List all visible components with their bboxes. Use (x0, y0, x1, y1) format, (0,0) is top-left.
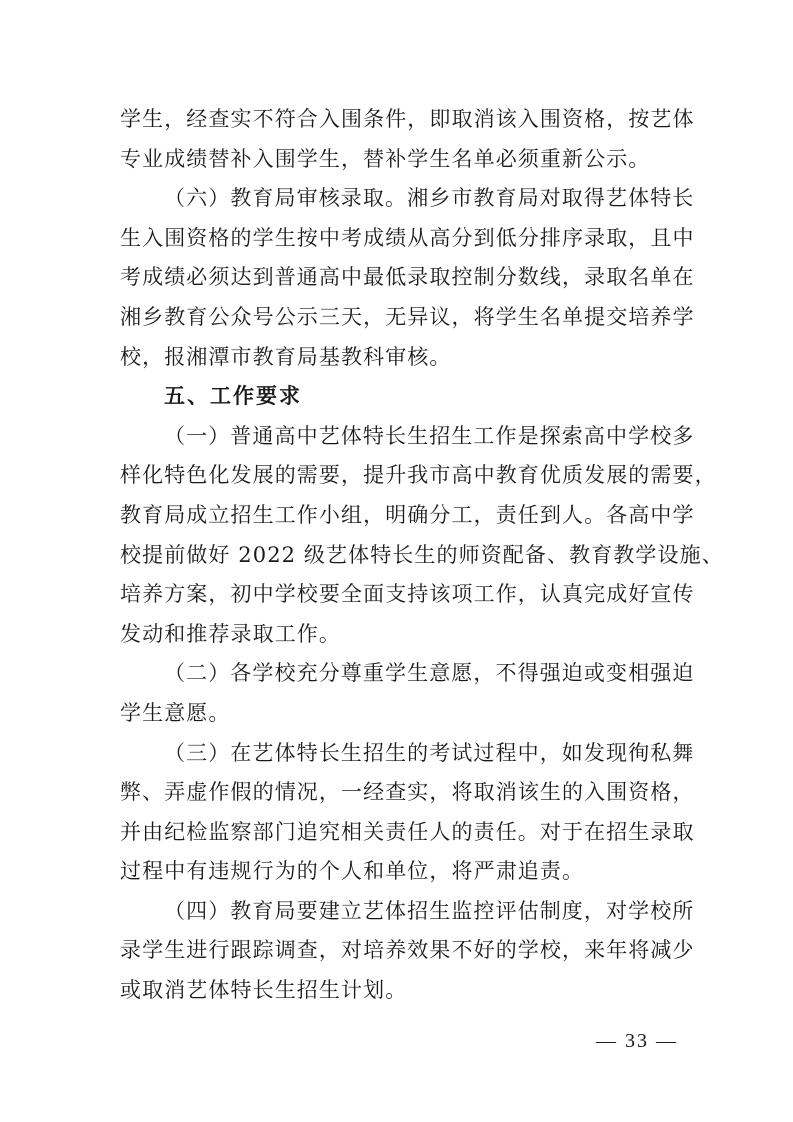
body-line: 弊、弄虚作假的情况，一经查实，将取消该生的入围资格， (120, 780, 695, 805)
page-number: — 33 — (596, 1030, 678, 1052)
body-line: 录学生进行跟踪调查，对培养效果不好的学校，来年将减少 (120, 938, 695, 963)
paragraph-three-line: （三）在艺体特长生招生的考试过程中，如发现徇私舞 (164, 740, 695, 765)
paragraph-one-line: （一）普通高中艺体特长生招生工作是探索高中学校多 (164, 423, 695, 448)
body-line: 并由纪检监察部门追究相关责任人的责任。对于在招生录取 (120, 819, 695, 844)
paragraph-six-line: （六）教育局审核录取。湘乡市教育局对取得艺体特长 (164, 186, 695, 211)
body-line: 或取消艺体特长生招生计划。 (120, 978, 408, 1003)
paragraph-two-line: （二）各学校充分尊重学生意愿，不得强迫或变相强迫 (164, 661, 695, 686)
body-line: 学生，经查实不符合入围条件，即取消该入围资格，按艺体 (120, 107, 695, 131)
body-line: 生入围资格的学生按中考成绩从高分到低分排序录取，且中 (120, 225, 695, 250)
body-line: 专业成绩替补入围学生，替补学生名单必须重新公示。 (120, 146, 651, 171)
body-line: 教育局成立招生工作小组，明确分工，责任到人。各高中学 (120, 502, 695, 527)
body-line: 校提前做好 2022 级艺体特长生的师资配备、教育教学设施、 (120, 542, 724, 567)
section-heading: 五、工作要求 (164, 384, 302, 409)
body-line: 考成绩必须达到普通高中最低录取控制分数线，录取名单在 (120, 265, 695, 290)
body-line: 样化特色化发展的需要，提升我市高中教育优质发展的需要， (120, 463, 717, 488)
body-line: 发动和推荐录取工作。 (120, 621, 341, 646)
body-line: 校，报湘潭市教育局基教科审核。 (120, 344, 452, 369)
body-line: 培养方案，初中学校要全面支持该项工作，认真完成好宣传 (120, 582, 695, 607)
body-line: 湘乡教育公众号公示三天，无异议，将学生名单提交培养学 (120, 304, 695, 329)
body-line: 过程中有违规行为的个人和单位，将严肃追责。 (120, 859, 585, 884)
document-body (120, 100, 724, 1011)
paragraph-four-line: （四）教育局要建立艺体招生监控评估制度，对学校所 (164, 898, 695, 923)
body-line: 学生意愿。 (120, 700, 231, 725)
